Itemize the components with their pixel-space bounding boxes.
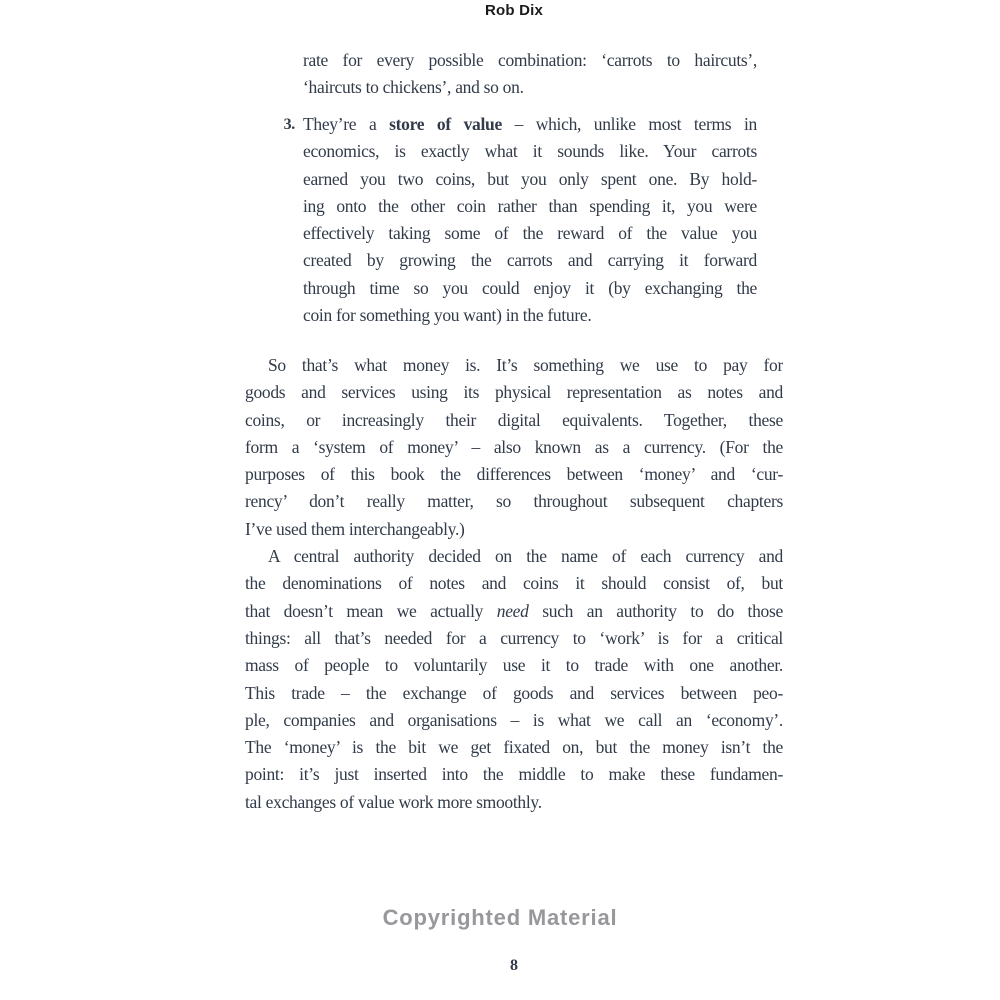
paragraph-what-money-is [245,352,783,543]
text-line: purposes of this book the differences between ‘money’ and ‘cur- [245,464,783,485]
text-line: coin for something you want) in the future. [303,305,592,326]
text-line: tal exchanges of value work more smoothly. [245,791,542,812]
text-line: form a ‘system of money’ – also known as a currency. (For the [245,436,783,457]
text-line: ing onto the other coin rather than spending it, you were [303,195,757,216]
text-line: This trade – the exchange of goods and services between peo- [245,682,783,703]
text-line: created by growing the carrots and carrying it forward [303,250,757,271]
text-line: earned you two coins, but you only spent one. By hold- [303,168,757,189]
text-line: coins, or increasingly their digital equivalents. Together, these [245,409,783,430]
text-line: goods and services using its physical representation as notes and [245,382,783,403]
text-line: ple, companies and organisations – is what we call an ‘economy’. [245,709,783,730]
numbered-list-item-3 [245,111,757,329]
paragraph-central-authority [245,543,783,816]
text-line: A central authority decided on the name of each currency and [268,546,783,567]
continuation-paragraph [303,47,757,102]
text-line: The ‘money’ is the bit we get fixated on, but the money isn’t the [245,737,783,758]
body-text [245,352,783,816]
copyright-watermark: Copyrighted Material [382,905,618,930]
text-line: things: all that’s needed for a currency to ‘work’ is for a critical [245,627,783,648]
text-line: ‘haircuts to chickens’, and so on. [303,77,524,98]
text-line: So that’s what money is. It’s something we use to pay for [268,355,783,375]
text-line: effectively taking some of the reward of the value you [303,223,757,244]
text-line: point: it’s just inserted into the middle to make these fundamen- [245,764,783,785]
text-line: mass of people to voluntarily use it to trade with one another. [245,655,783,676]
text-line: economics, is exactly what it sounds like. Your carrots [303,141,757,162]
list-item-number: 3. [283,116,295,133]
text-line: that doesn’t mean we actually need such an authority to do those [245,600,783,621]
running-header: Rob Dix [484,2,544,19]
text-line: rency’ don’t really matter, so throughout subsequent chapters [245,491,783,512]
text-line: They’re a store of value – which, unlike most terms in [303,114,757,134]
text-line: I’ve used them interchangeably.) [245,518,465,539]
page-number: 8 [510,957,518,974]
text-line: rate for every possible combination: ‘carrots to haircuts’, [303,50,757,70]
list-item-text [303,111,757,329]
text-line: the denominations of notes and coins it should consist of, but [245,573,783,594]
text-line: through time so you could enjoy it (by exchanging the [303,277,757,298]
